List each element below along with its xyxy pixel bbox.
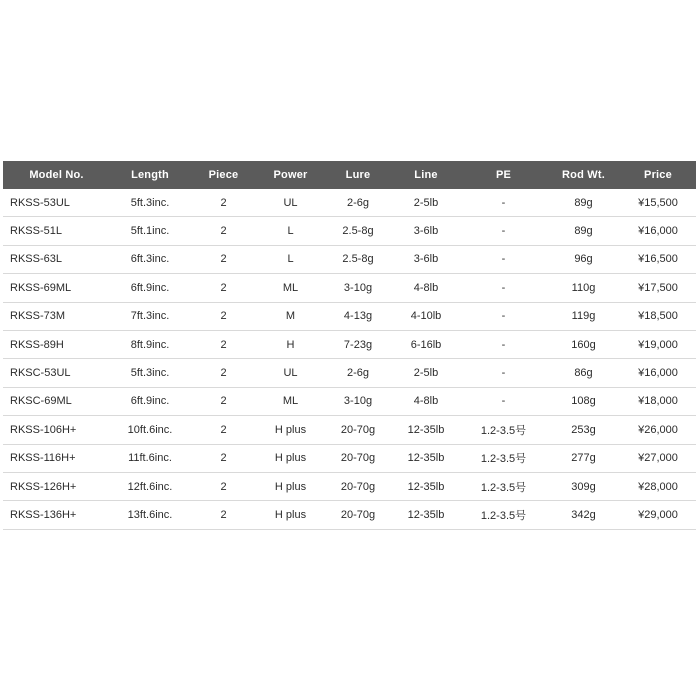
cell-pe: - bbox=[460, 217, 547, 245]
cell-length: 5ft.1inc. bbox=[110, 217, 190, 245]
cell-length: 6ft.9inc. bbox=[110, 387, 190, 415]
table-row bbox=[3, 416, 696, 444]
cell-line: 6-16lb bbox=[392, 330, 460, 358]
cell-line: 2-5lb bbox=[392, 359, 460, 387]
table-header bbox=[3, 161, 696, 189]
cell-power: L bbox=[257, 245, 324, 273]
cell-piece: 2 bbox=[190, 330, 257, 358]
table-row bbox=[3, 302, 696, 330]
cell-pe: - bbox=[460, 359, 547, 387]
cell-length: 6ft.9inc. bbox=[110, 274, 190, 302]
cell-rod-weight: 108g bbox=[547, 387, 620, 415]
header-line: Line bbox=[392, 161, 460, 189]
cell-line: 12-35lb bbox=[392, 501, 460, 529]
cell-length: 13ft.6inc. bbox=[110, 501, 190, 529]
table-row bbox=[3, 387, 696, 415]
table-row bbox=[3, 189, 696, 217]
cell-piece: 2 bbox=[190, 274, 257, 302]
cell-line: 12-35lb bbox=[392, 444, 460, 472]
cell-pe: - bbox=[460, 245, 547, 273]
cell-piece: 2 bbox=[190, 387, 257, 415]
cell-line: 4-8lb bbox=[392, 387, 460, 415]
cell-power: UL bbox=[257, 359, 324, 387]
cell-line: 12-35lb bbox=[392, 472, 460, 500]
cell-piece: 2 bbox=[190, 472, 257, 500]
cell-model-no: RKSC-69ML bbox=[3, 387, 110, 415]
cell-lure: 2-6g bbox=[324, 359, 392, 387]
table-row bbox=[3, 472, 696, 500]
cell-lure: 2.5-8g bbox=[324, 245, 392, 273]
cell-rod-weight: 86g bbox=[547, 359, 620, 387]
header-row bbox=[3, 161, 696, 189]
cell-piece: 2 bbox=[190, 416, 257, 444]
cell-pe: - bbox=[460, 387, 547, 415]
cell-power: L bbox=[257, 217, 324, 245]
cell-length: 10ft.6inc. bbox=[110, 416, 190, 444]
cell-power: H bbox=[257, 330, 324, 358]
cell-line: 4-10lb bbox=[392, 302, 460, 330]
cell-length: 5ft.3inc. bbox=[110, 359, 190, 387]
cell-rod-weight: 253g bbox=[547, 416, 620, 444]
cell-length: 12ft.6inc. bbox=[110, 472, 190, 500]
cell-power: H plus bbox=[257, 472, 324, 500]
cell-lure: 20-70g bbox=[324, 472, 392, 500]
cell-price: ¥16,000 bbox=[620, 217, 696, 245]
cell-model-no: RKSS-73M bbox=[3, 302, 110, 330]
cell-power: M bbox=[257, 302, 324, 330]
cell-rod-weight: 309g bbox=[547, 472, 620, 500]
cell-price: ¥16,500 bbox=[620, 245, 696, 273]
cell-lure: 20-70g bbox=[324, 501, 392, 529]
table-row bbox=[3, 501, 696, 529]
cell-model-no: RKSS-69ML bbox=[3, 274, 110, 302]
cell-power: ML bbox=[257, 274, 324, 302]
cell-length: 6ft.3inc. bbox=[110, 245, 190, 273]
cell-lure: 2.5-8g bbox=[324, 217, 392, 245]
cell-line: 2-5lb bbox=[392, 189, 460, 217]
cell-lure: 3-10g bbox=[324, 387, 392, 415]
cell-price: ¥15,500 bbox=[620, 189, 696, 217]
cell-rod-weight: 342g bbox=[547, 501, 620, 529]
cell-model-no: RKSC-53UL bbox=[3, 359, 110, 387]
cell-line: 3-6lb bbox=[392, 217, 460, 245]
cell-lure: 7-23g bbox=[324, 330, 392, 358]
cell-piece: 2 bbox=[190, 444, 257, 472]
cell-lure: 3-10g bbox=[324, 274, 392, 302]
cell-price: ¥29,000 bbox=[620, 501, 696, 529]
cell-length: 7ft.3inc. bbox=[110, 302, 190, 330]
header-lure: Lure bbox=[324, 161, 392, 189]
cell-power: UL bbox=[257, 189, 324, 217]
cell-pe: - bbox=[460, 274, 547, 302]
cell-model-no: RKSS-136H+ bbox=[3, 501, 110, 529]
cell-price: ¥18,000 bbox=[620, 387, 696, 415]
cell-rod-weight: 89g bbox=[547, 189, 620, 217]
cell-model-no: RKSS-51L bbox=[3, 217, 110, 245]
cell-rod-weight: 160g bbox=[547, 330, 620, 358]
cell-length: 8ft.9inc. bbox=[110, 330, 190, 358]
cell-model-no: RKSS-53UL bbox=[3, 189, 110, 217]
table-row bbox=[3, 245, 696, 273]
cell-rod-weight: 110g bbox=[547, 274, 620, 302]
table-row bbox=[3, 359, 696, 387]
cell-model-no: RKSS-126H+ bbox=[3, 472, 110, 500]
cell-lure: 2-6g bbox=[324, 189, 392, 217]
cell-pe: 1.2-3.5号 bbox=[460, 472, 547, 500]
cell-piece: 2 bbox=[190, 359, 257, 387]
table-row bbox=[3, 274, 696, 302]
cell-lure: 20-70g bbox=[324, 416, 392, 444]
cell-price: ¥26,000 bbox=[620, 416, 696, 444]
table-row bbox=[3, 444, 696, 472]
cell-power: H plus bbox=[257, 501, 324, 529]
cell-length: 11ft.6inc. bbox=[110, 444, 190, 472]
header-model-no: Model No. bbox=[3, 161, 110, 189]
cell-pe: - bbox=[460, 302, 547, 330]
cell-pe: 1.2-3.5号 bbox=[460, 501, 547, 529]
cell-model-no: RKSS-89H bbox=[3, 330, 110, 358]
cell-model-no: RKSS-106H+ bbox=[3, 416, 110, 444]
cell-line: 3-6lb bbox=[392, 245, 460, 273]
cell-lure: 20-70g bbox=[324, 444, 392, 472]
cell-price: ¥28,000 bbox=[620, 472, 696, 500]
cell-pe: - bbox=[460, 330, 547, 358]
cell-piece: 2 bbox=[190, 217, 257, 245]
cell-lure: 4-13g bbox=[324, 302, 392, 330]
cell-length: 5ft.3inc. bbox=[110, 189, 190, 217]
table-row bbox=[3, 330, 696, 358]
cell-piece: 2 bbox=[190, 302, 257, 330]
cell-price: ¥16,000 bbox=[620, 359, 696, 387]
rod-spec-table bbox=[3, 161, 696, 530]
table-body bbox=[3, 189, 696, 529]
cell-piece: 2 bbox=[190, 501, 257, 529]
cell-price: ¥17,500 bbox=[620, 274, 696, 302]
cell-power: H plus bbox=[257, 444, 324, 472]
header-piece: Piece bbox=[190, 161, 257, 189]
cell-pe: 1.2-3.5号 bbox=[460, 416, 547, 444]
cell-piece: 2 bbox=[190, 189, 257, 217]
cell-rod-weight: 89g bbox=[547, 217, 620, 245]
cell-rod-weight: 277g bbox=[547, 444, 620, 472]
table-row bbox=[3, 217, 696, 245]
cell-power: H plus bbox=[257, 416, 324, 444]
cell-model-no: RKSS-63L bbox=[3, 245, 110, 273]
header-pe: PE bbox=[460, 161, 547, 189]
cell-price: ¥18,500 bbox=[620, 302, 696, 330]
cell-pe: 1.2-3.5号 bbox=[460, 444, 547, 472]
cell-model-no: RKSS-116H+ bbox=[3, 444, 110, 472]
cell-line: 12-35lb bbox=[392, 416, 460, 444]
cell-price: ¥27,000 bbox=[620, 444, 696, 472]
header-rod-weight: Rod Wt. bbox=[547, 161, 620, 189]
header-price: Price bbox=[620, 161, 696, 189]
cell-rod-weight: 96g bbox=[547, 245, 620, 273]
header-length: Length bbox=[110, 161, 190, 189]
header-power: Power bbox=[257, 161, 324, 189]
cell-price: ¥19,000 bbox=[620, 330, 696, 358]
cell-pe: - bbox=[460, 189, 547, 217]
cell-line: 4-8lb bbox=[392, 274, 460, 302]
cell-piece: 2 bbox=[190, 245, 257, 273]
cell-rod-weight: 119g bbox=[547, 302, 620, 330]
cell-power: ML bbox=[257, 387, 324, 415]
